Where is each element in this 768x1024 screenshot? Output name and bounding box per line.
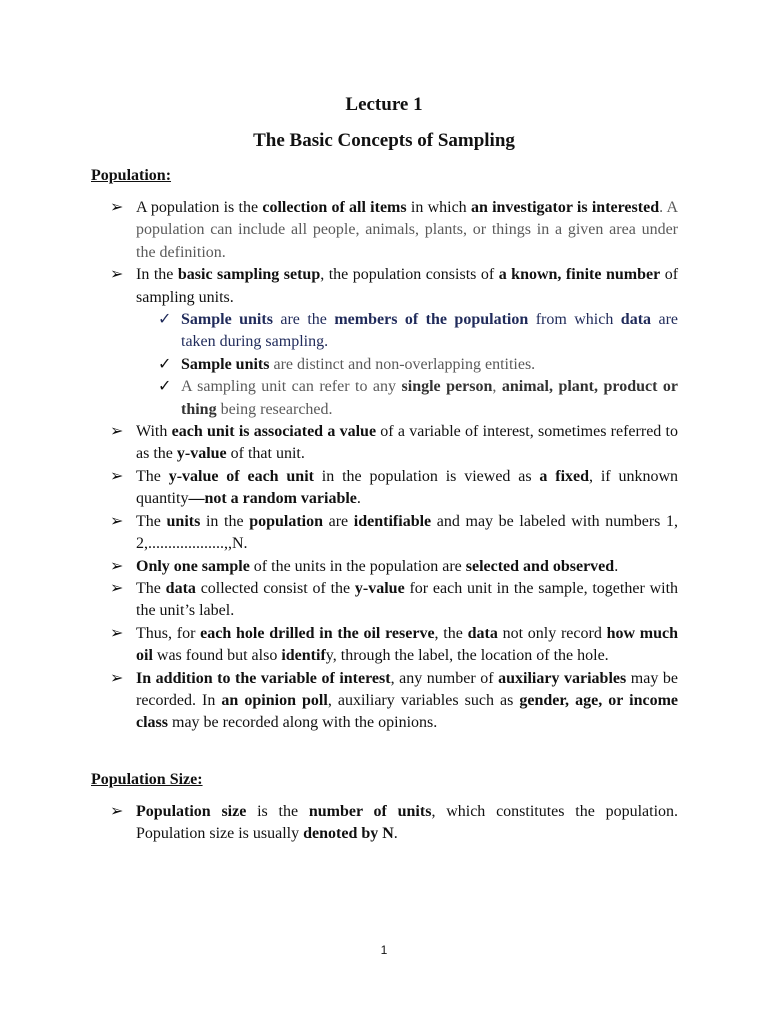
list-item bbox=[110, 421, 678, 466]
arrow-bullet-icon: ➢ bbox=[110, 803, 124, 820]
text-run: collected consist of the bbox=[195, 579, 355, 597]
list-item bbox=[110, 668, 678, 735]
text-run: is the bbox=[246, 803, 309, 820]
text-run: The bbox=[136, 467, 169, 485]
text-run: are the bbox=[272, 311, 335, 329]
text-run: y-value of each unit bbox=[168, 467, 314, 485]
text-run: collection of all items bbox=[262, 199, 407, 216]
text-run: With bbox=[136, 423, 172, 441]
arrow-bullet-icon: ➢ bbox=[110, 266, 124, 284]
text-run: of a variable of interest, sometimes referred to as the bbox=[136, 423, 679, 463]
text-run: , the population consists of bbox=[320, 266, 499, 284]
text-run: , any number of bbox=[390, 669, 499, 687]
list-item bbox=[110, 197, 678, 264]
arrow-bullet-icon: ➢ bbox=[110, 467, 124, 485]
text-run: data bbox=[165, 579, 196, 597]
text-run: each hole drilled in the oil reserve bbox=[200, 624, 435, 642]
population-list bbox=[110, 197, 678, 735]
text-run: In addition to the variable of interest bbox=[136, 669, 391, 687]
text-run: data bbox=[620, 311, 652, 329]
text-run: units bbox=[166, 512, 201, 530]
text-run: , auxiliary variables such as bbox=[327, 691, 520, 709]
list-item bbox=[110, 578, 678, 623]
arrow-bullet-icon: ➢ bbox=[110, 557, 124, 575]
text-run: , bbox=[492, 378, 502, 396]
text-run: was found but also bbox=[152, 647, 282, 665]
checkmark-icon: ✓ bbox=[158, 378, 172, 396]
sub-list-item bbox=[110, 376, 678, 421]
text-run: each unit is associated a value bbox=[171, 423, 377, 441]
population-size-list bbox=[110, 801, 678, 846]
arrow-bullet-icon: ➢ bbox=[110, 624, 124, 642]
population-size-heading: Population Size: bbox=[91, 771, 203, 788]
text-run: A sampling unit can refer to any bbox=[181, 378, 402, 396]
text-run: auxiliary variables bbox=[498, 669, 627, 687]
checkmark-icon: ✓ bbox=[158, 355, 172, 373]
text-run: identif bbox=[281, 647, 326, 665]
population-heading: Population: bbox=[91, 167, 172, 184]
text-run: of that unit. bbox=[226, 445, 305, 463]
list-item bbox=[110, 801, 678, 846]
text-run: not only record bbox=[497, 624, 607, 642]
list-item bbox=[110, 466, 678, 511]
arrow-bullet-icon: ➢ bbox=[110, 512, 124, 530]
list-item bbox=[110, 511, 678, 556]
text-run: from which bbox=[528, 311, 621, 329]
text-run: how much oil bbox=[136, 624, 679, 665]
text-run: a fixed bbox=[539, 467, 590, 485]
list-item bbox=[110, 556, 678, 578]
arrow-bullet-icon: ➢ bbox=[110, 423, 124, 441]
text-run: y, through the label, the location of the hole. bbox=[325, 647, 609, 665]
text-run: selected and observed bbox=[465, 557, 615, 575]
page-title: The Basic Concepts of Sampling bbox=[253, 130, 515, 151]
arrow-bullet-icon: ➢ bbox=[110, 579, 124, 597]
text-run: being researched. bbox=[216, 400, 333, 418]
text-run: gender, age, or income class bbox=[136, 691, 679, 732]
text-run: The bbox=[136, 579, 166, 597]
text-run: population bbox=[249, 512, 323, 530]
text-run: Population size bbox=[136, 803, 247, 820]
arrow-bullet-icon: ➢ bbox=[110, 669, 124, 687]
checkmark-icon: ✓ bbox=[158, 311, 172, 329]
text-run: are distinct and non-overlapping entities. bbox=[269, 355, 536, 373]
sub-list-item bbox=[110, 309, 678, 354]
text-run: Only one sample bbox=[136, 557, 250, 575]
text-run: Thus, for bbox=[136, 624, 201, 642]
text-run: In the bbox=[136, 266, 178, 284]
text-run: , if unknown quantity bbox=[136, 467, 678, 508]
text-run: may be recorded along with the opinions. bbox=[168, 714, 438, 732]
list-item bbox=[110, 264, 678, 309]
text-run: data bbox=[467, 624, 498, 642]
text-run: single person bbox=[401, 378, 493, 396]
text-run: . A population can include all people, animals, plants, or things in a given area under the definition. bbox=[136, 199, 679, 261]
text-run: denoted by N bbox=[303, 825, 394, 843]
lecture-label: Lecture 1 bbox=[345, 94, 423, 115]
text-run: , the bbox=[434, 624, 468, 642]
text-run: members of the population bbox=[334, 311, 529, 329]
text-run: Sample units bbox=[181, 355, 270, 373]
text-run: of sampling units. bbox=[136, 266, 679, 306]
text-run: for each unit in the sample, together with the unit’s label. bbox=[136, 579, 679, 620]
text-run: of the units in the population are bbox=[249, 557, 466, 575]
text-run: in which bbox=[406, 199, 471, 216]
text-run: a known, finite number bbox=[498, 266, 661, 284]
text-run: are taken during sampling. bbox=[181, 311, 679, 351]
text-run: The bbox=[136, 512, 167, 530]
text-run: y-value bbox=[176, 445, 227, 463]
page-number: 1 bbox=[380, 943, 388, 957]
text-run: identifiable bbox=[353, 512, 432, 530]
text-run: y-value bbox=[354, 579, 405, 597]
list-item bbox=[110, 623, 678, 668]
text-run: animal, plant, product or thing bbox=[181, 378, 679, 418]
text-run: an opinion poll bbox=[221, 691, 328, 709]
text-run: may be recorded. In bbox=[136, 669, 678, 709]
text-run: in the population is viewed as bbox=[313, 467, 540, 485]
text-run: . bbox=[614, 557, 619, 575]
text-run: . bbox=[356, 490, 361, 508]
text-run: —not a random variable bbox=[188, 490, 357, 508]
text-run: . bbox=[393, 825, 398, 843]
arrow-bullet-icon: ➢ bbox=[110, 199, 124, 216]
text-run: Sample units bbox=[181, 311, 273, 329]
text-run: , which constitutes the population. Population size is usually bbox=[136, 803, 679, 843]
text-run: number of units bbox=[308, 803, 432, 820]
text-run: and may be labeled with numbers 1, 2,...................,,N. bbox=[136, 512, 679, 553]
text-run: are bbox=[323, 512, 354, 530]
text-run: an investigator is interested bbox=[470, 199, 660, 216]
text-run: basic sampling setup bbox=[177, 266, 321, 284]
sub-list-item bbox=[110, 354, 678, 376]
text-run: A population is the bbox=[136, 199, 263, 216]
text-run: in the bbox=[200, 512, 250, 530]
